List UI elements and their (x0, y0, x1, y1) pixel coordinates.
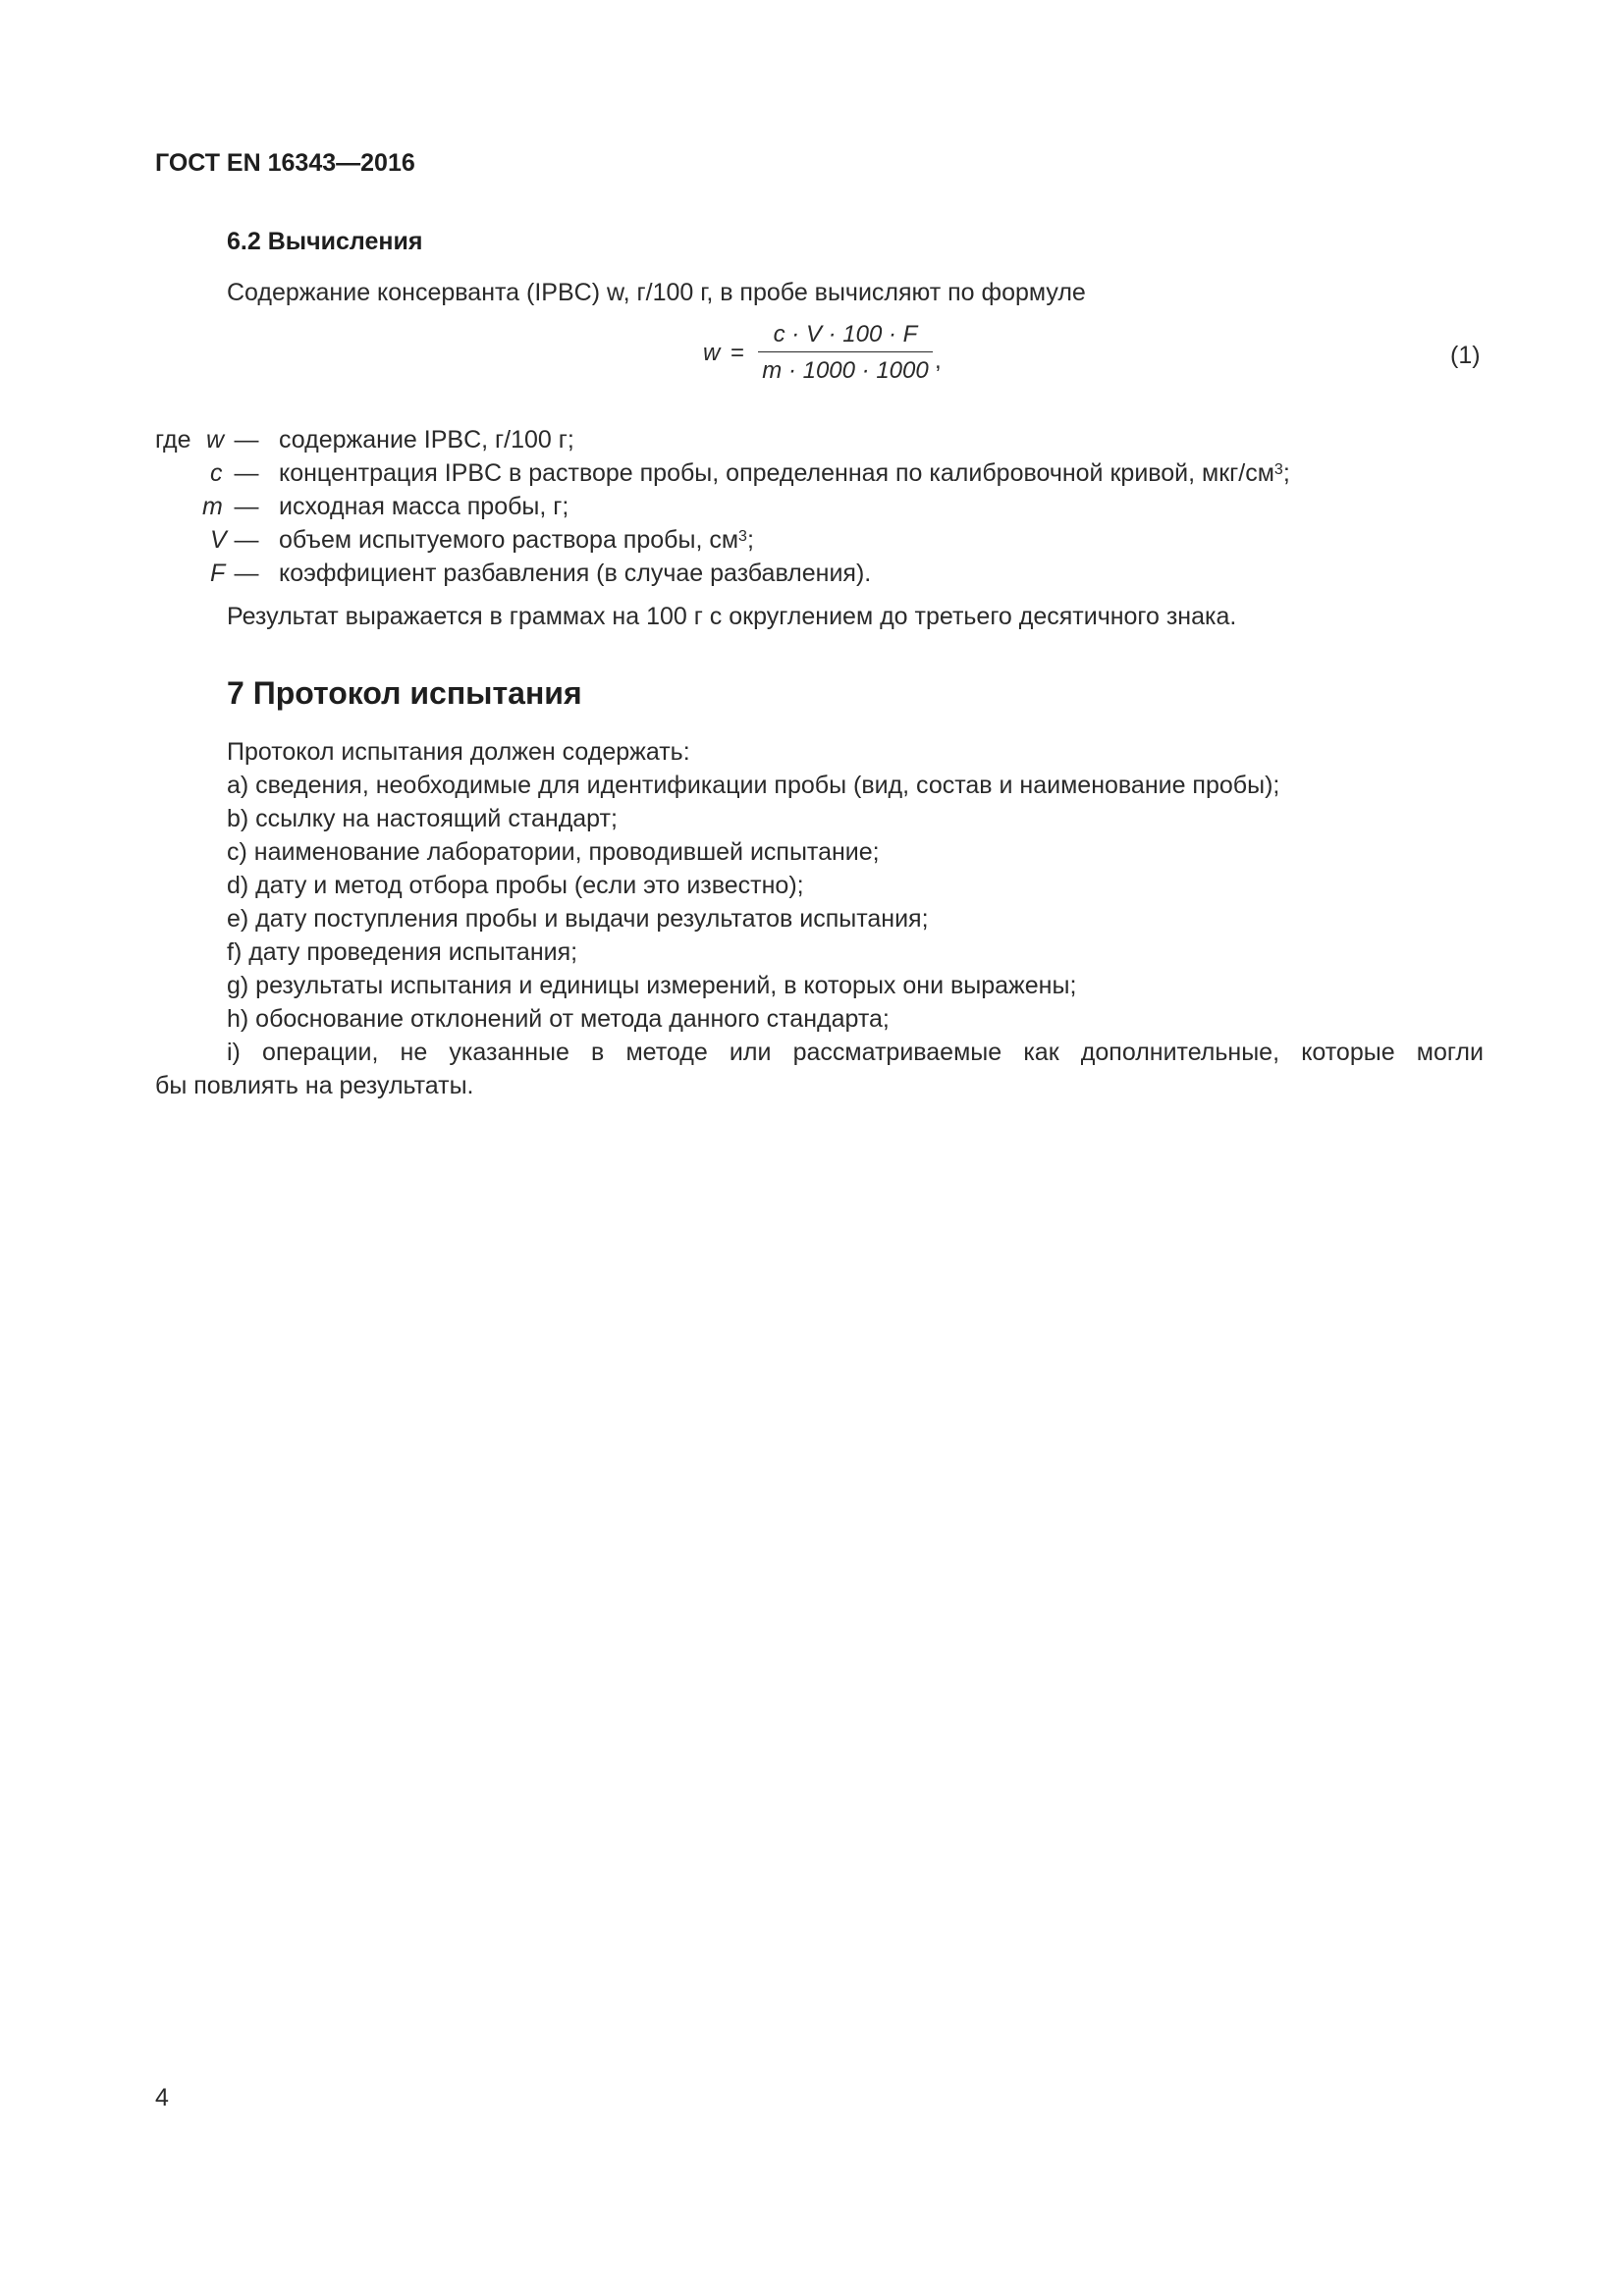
definition-text: исходная масса пробы, г; (279, 493, 569, 520)
definition-row (155, 457, 1530, 490)
definition-symbol: w (206, 426, 225, 454)
formula-lhs: w (703, 340, 721, 366)
definition-dash: — (234, 560, 259, 587)
formula-equals: = (731, 340, 745, 366)
definition-text: содержание IPBC, г/100 г; (279, 426, 574, 454)
definition-dash: — (234, 426, 259, 454)
definition-symbol: V (210, 526, 227, 554)
list-item: h) обоснование отклонений от метода данного стандарта; (227, 1005, 890, 1033)
calculation-intro: Содержание консерванта (IPBC) w, г/100 г, в пробе вычисляют по формуле (227, 279, 1086, 306)
definition-text: коэффициент разбавления (в случае разбавления). (279, 560, 872, 587)
definition-symbol: c (210, 459, 223, 487)
definition-row (155, 558, 1530, 590)
where-prefix: где (155, 426, 191, 454)
list-item: d) дату и метод отбора пробы (если это известно); (227, 872, 804, 899)
definition-row (155, 491, 1530, 523)
definition-text: объем испытуемого раствора пробы, $см^3$; (279, 526, 754, 554)
superscript: 3 (738, 528, 747, 545)
definition-row (155, 524, 1530, 557)
list-item: e) дату поступления пробы и выдачи результатов испытания; (227, 905, 929, 933)
definition-dash: — (234, 526, 259, 554)
formula-numerator: c · V · 100 · F (773, 321, 918, 347)
list-item: c) наименование лаборатории, проводившей испытание; (227, 838, 880, 866)
superscript: 3 (1273, 461, 1283, 478)
list-item-last-line2: бы повлиять на результаты. (155, 1072, 474, 1099)
formula-fraction (758, 318, 933, 386)
document-code: ГОСТ EN 16343—2016 (155, 149, 415, 177)
list-item-last-line1: i) операции, не указанные в методе или рассматриваемые как дополнительные, которые могли (227, 1039, 1484, 1066)
definition-dash: — (234, 459, 259, 487)
list-item: f) дату проведения испытания; (227, 938, 578, 966)
definition-row (155, 424, 1530, 456)
definition-symbol: F (210, 560, 226, 587)
formula-denominator: m · 1000 · 1000 (762, 357, 929, 384)
definition-dash: — (234, 493, 259, 520)
list-item: a) сведения, необходимые для идентификации пробы (вид, состав и наименование пробы); (227, 772, 1280, 799)
section-title-7: 7 Протокол испытания (227, 675, 582, 711)
equation-number: (1) (1450, 342, 1481, 369)
section-title-6-2: 6.2 Вычисления (227, 228, 423, 255)
result-note: Результат выражается в граммах на 100 г с округлением до третьего десятичного знака. (227, 603, 1237, 630)
list-item: g) результаты испытания и единицы измерений, в которых они выражены; (227, 972, 1077, 999)
definition-text: концентрация IPBC в растворе пробы, определенная по калибровочной кривой, мкг/$см^3$; (279, 459, 1290, 487)
protocol-intro: Протокол испытания должен содержать: (227, 738, 690, 766)
page-number: 4 (155, 2084, 169, 2111)
definition-symbol: m (202, 493, 223, 520)
list-item: b) ссылку на настоящий стандарт; (227, 805, 618, 832)
formula-comma: , (935, 347, 942, 374)
